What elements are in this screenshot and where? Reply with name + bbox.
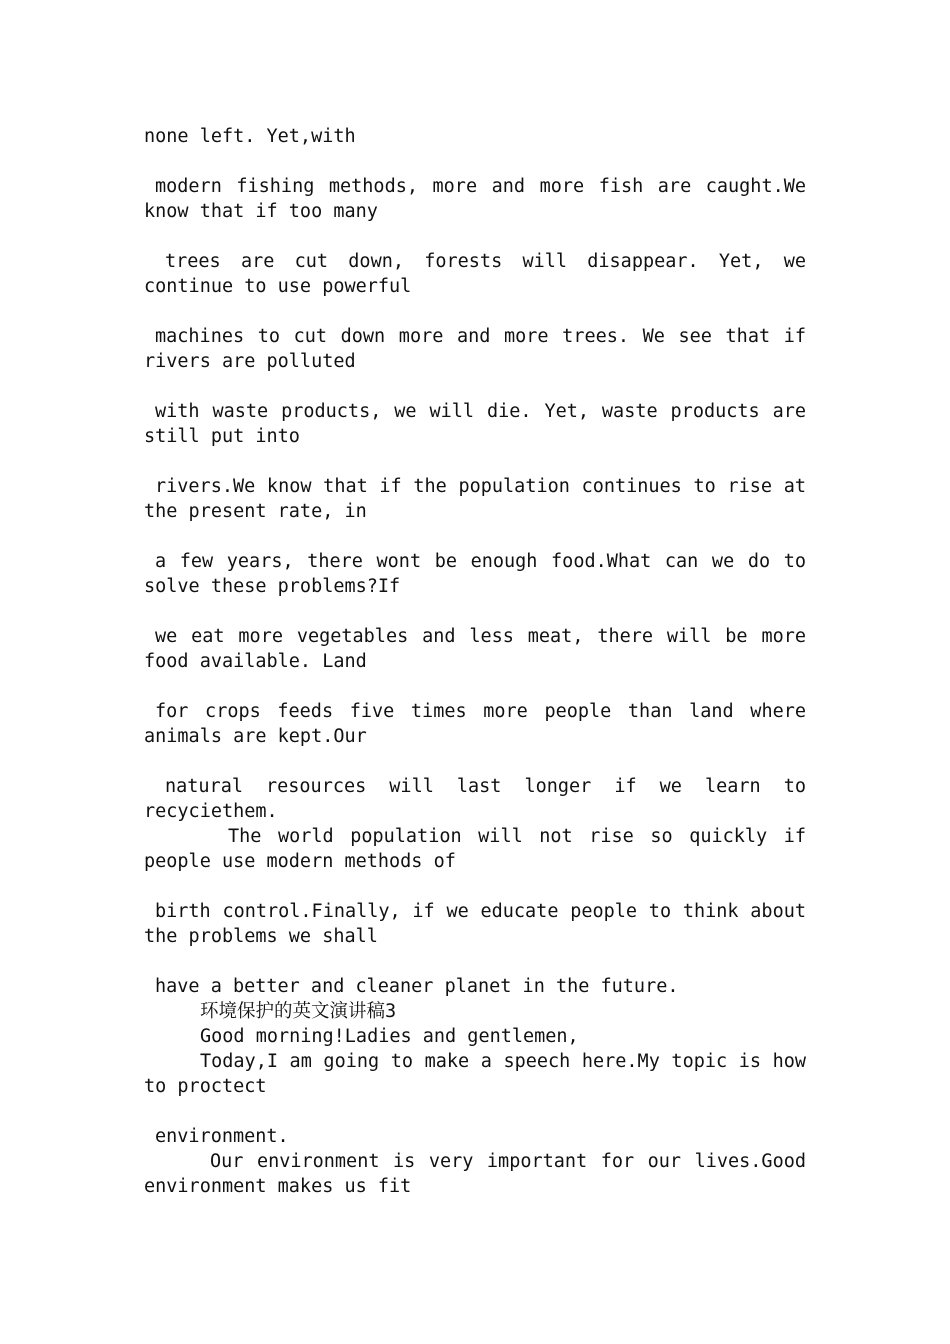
- text-line: have a better and cleaner planet in the future.: [155, 976, 679, 997]
- text-line: none left. Yet,with: [144, 126, 356, 147]
- document-page: [144, 124, 818, 1199]
- text-line: environment.: [155, 1126, 289, 1147]
- text-line: for crops feeds five times more people than land where animals are kept.Our: [144, 701, 818, 747]
- text-line: we eat more vegetables and less meat, there will be more food available. Land: [144, 626, 818, 672]
- text-line: with waste products, we will die. Yet, waste products are still put into: [144, 401, 818, 447]
- text-line: natural resources will last longer if we learn to recyciethem.: [144, 776, 818, 822]
- text-line: birth control.Finally, if we educate people to think about the problems we shall: [144, 901, 818, 947]
- text-line: modern fishing methods, more and more fish are caught.We know that if too many: [144, 176, 818, 222]
- text-line: a few years, there wont be enough food.What can we do to solve these problems?If: [144, 551, 818, 597]
- section-heading: 环境保护的英文演讲稿3: [200, 1001, 397, 1022]
- text-line: The world population will not rise so quickly if people use modern methods of: [144, 826, 818, 872]
- text-line: Good morning!Ladies and gentlemen,: [200, 1026, 579, 1047]
- text-line: machines to cut down more and more trees. We see that if rivers are polluted: [144, 326, 818, 372]
- text-line: rivers.We know that if the population continues to rise at the present rate, in: [144, 476, 818, 522]
- text-line: trees are cut down, forests will disappear. Yet, we continue to use powerful: [144, 251, 818, 297]
- text-line: Today,I am going to make a speech here.My topic is how to proctect: [144, 1051, 818, 1097]
- text-line: Our environment is very important for our lives.Good environment makes us fit: [144, 1151, 818, 1197]
